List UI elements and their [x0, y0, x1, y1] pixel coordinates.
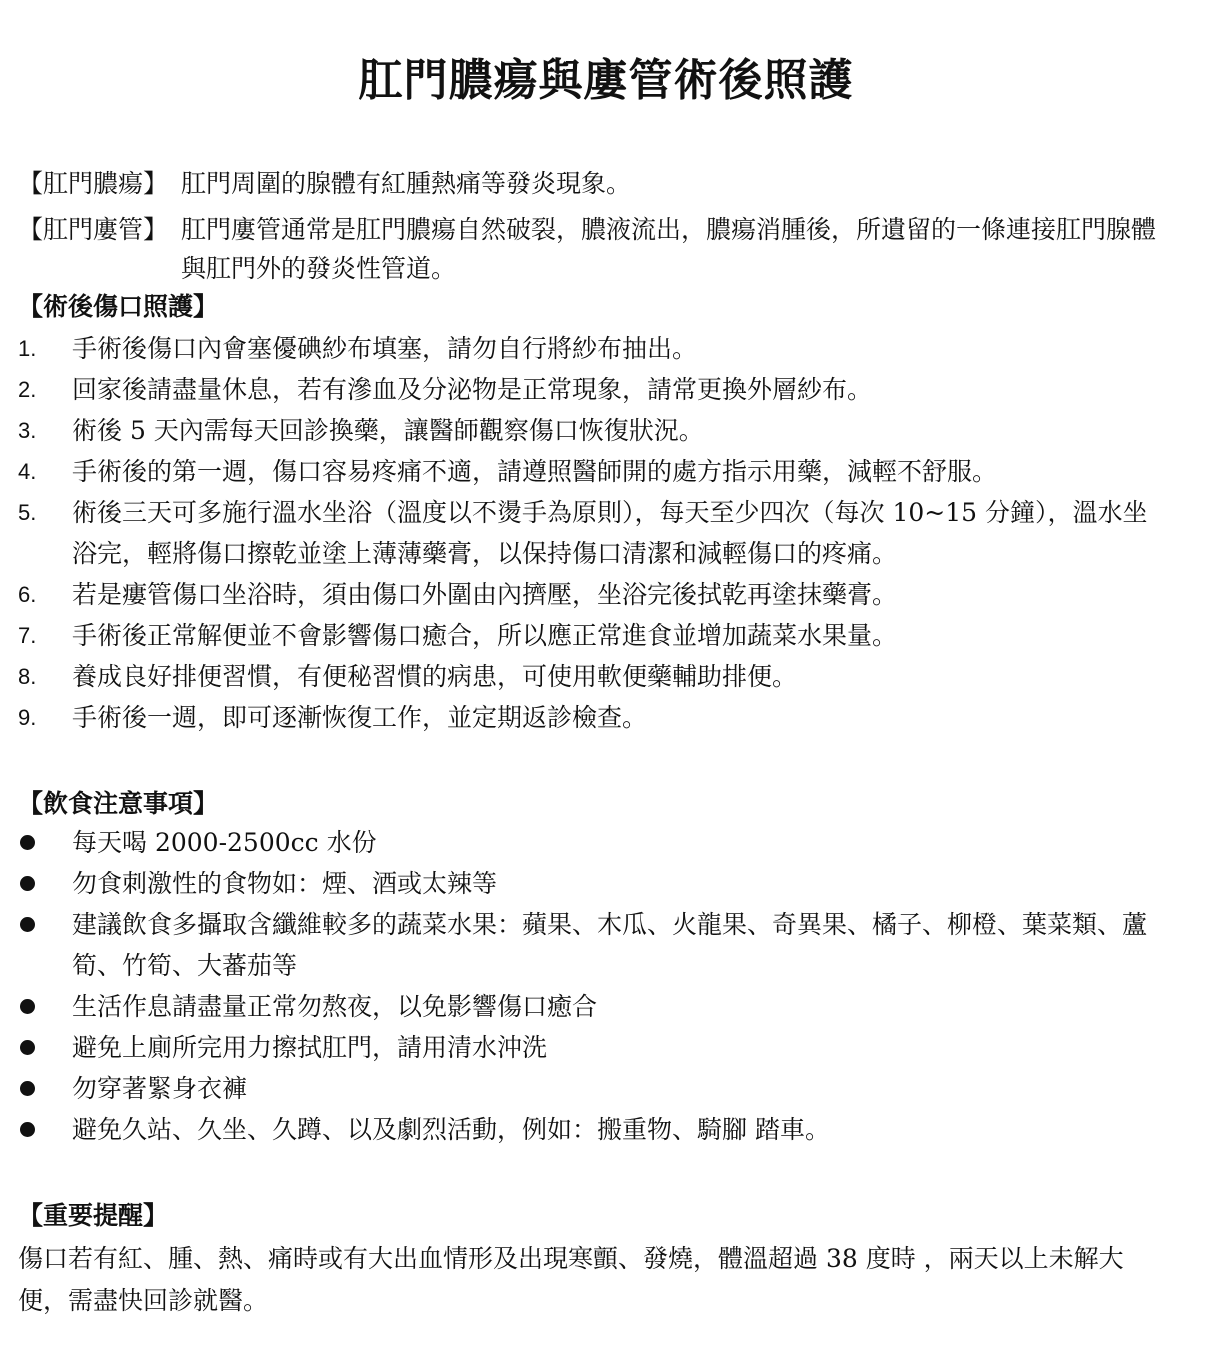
list-number: 5.: [18, 500, 37, 525]
bullet-icon: [20, 1081, 35, 1096]
diet-list: [18, 822, 1168, 1150]
list-item: [18, 574, 1168, 615]
bullet-icon: [20, 1040, 35, 1055]
post-op-care-heading: 【術後傷口照護】: [18, 292, 219, 321]
list-item-text: 勿穿著緊身衣褲: [72, 1074, 248, 1103]
list-item: [18, 451, 1168, 492]
list-number: 8.: [18, 664, 37, 689]
list-item-text: 避免久站、久坐、久蹲、以及劇烈活動，例如：搬重物、騎腳 踏車。: [72, 1115, 830, 1144]
page-title: 肛門膿瘍與廔管術後照護: [358, 55, 854, 106]
list-number: 7.: [18, 623, 37, 648]
list-number: 3.: [18, 418, 37, 443]
list-item: [18, 863, 1168, 904]
list-item-text: 手術後正常解便並不會影響傷口癒合，所以應正常進食並增加蔬菜水果量。: [72, 621, 898, 650]
list-item: [18, 1068, 1168, 1109]
bullet-icon: [20, 917, 35, 932]
list-item: [18, 697, 1168, 738]
list-item-text: 生活作息請盡量正常勿熬夜，以免影響傷口癒合: [72, 992, 598, 1021]
diet-heading: 【飲食注意事項】: [18, 789, 219, 818]
list-item-text: 術後 5 天內需每天回診換藥，讓醫師觀察傷口恢復狀況。: [72, 416, 704, 445]
list-item: [18, 369, 1168, 410]
definition-term: 【肛門廔管】: [18, 215, 169, 244]
list-item: [18, 615, 1168, 656]
list-item: [18, 656, 1168, 697]
bullet-icon: [20, 999, 35, 1014]
bullet-icon: [20, 876, 35, 891]
list-item: [18, 904, 1168, 986]
list-item: [18, 328, 1168, 369]
bullet-icon: [20, 835, 35, 850]
list-number: 6.: [18, 582, 37, 607]
list-item: [18, 986, 1168, 1027]
definition-anal-abscess: [18, 164, 1168, 203]
list-item: [18, 492, 1168, 574]
definition-term: 【肛門膿瘍】: [18, 169, 169, 198]
list-item-text: 手術後傷口內會塞優碘紗布填塞，請勿自行將紗布抽出。: [72, 334, 698, 363]
list-number: 1.: [18, 336, 37, 361]
list-item: [18, 1027, 1168, 1068]
list-number: 2.: [18, 377, 37, 402]
important-reminder-text: 傷口若有紅、腫、熱、痛時或有大出血情形及出現寒顫、發燒，體溫超過 38 度時 ，兩天以上未解大便，需盡快回診就醫。: [18, 1244, 1124, 1315]
list-number: 9.: [18, 705, 37, 730]
list-item-text: 建議飲食多攝取含纖維較多的蔬菜水果：蘋果、木瓜、火龍果、奇異果、橘子、柳橙、葉菜類、蘆筍、竹筍、大蕃茄等: [72, 910, 1148, 980]
list-number: 4.: [18, 459, 37, 484]
list-item-text: 避免上廁所完用力擦拭肛門，請用清水沖洗: [72, 1033, 548, 1062]
definition-anal-fistula: [18, 210, 1168, 288]
important-reminder-heading: 【重要提醒】: [18, 1201, 169, 1230]
list-item-text: 手術後的第一週，傷口容易疼痛不適，請遵照醫師開的處方指示用藥，減輕不舒服。: [72, 457, 998, 486]
list-item-text: 術後三天可多施行溫水坐浴（溫度以不燙手為原則），每天至少四次（每次 10~15 分鐘），溫水坐浴完，輕將傷口擦乾並塗上薄薄藥膏，以保持傷口清潔和減輕傷口的疼痛。: [72, 498, 1148, 568]
list-item-text: 勿食刺激性的食物如：煙、酒或太辣等: [72, 869, 498, 898]
definition-text: 肛門廔管通常是肛門膿瘍自然破裂，膿液流出，膿瘍消腫後，所遺留的一條連接肛門腺體與肛門外的發炎性管道。: [181, 215, 1157, 283]
list-item-text: 手術後一週，即可逐漸恢復工作，並定期返診檢查。: [72, 703, 648, 732]
post-op-care-list: [18, 328, 1168, 738]
list-item-text: 若是瘻管傷口坐浴時，須由傷口外圍由內擠壓，坐浴完後拭乾再塗抹藥膏。: [72, 580, 898, 609]
definition-text: 肛門周圍的腺體有紅腫熱痛等發炎現象。: [181, 169, 632, 198]
list-item: [18, 410, 1168, 451]
list-item-text: 養成良好排便習慣，有便秘習慣的病患，可使用軟便藥輔助排便。: [72, 662, 798, 691]
list-item: [18, 822, 1168, 863]
list-item-text: 回家後請盡量休息，若有滲血及分泌物是正常現象，請常更換外層紗布。: [72, 375, 873, 404]
list-item-text: 每天喝 2000-2500cc 水份: [72, 828, 377, 857]
list-item: [18, 1109, 1168, 1150]
bullet-icon: [20, 1122, 35, 1137]
